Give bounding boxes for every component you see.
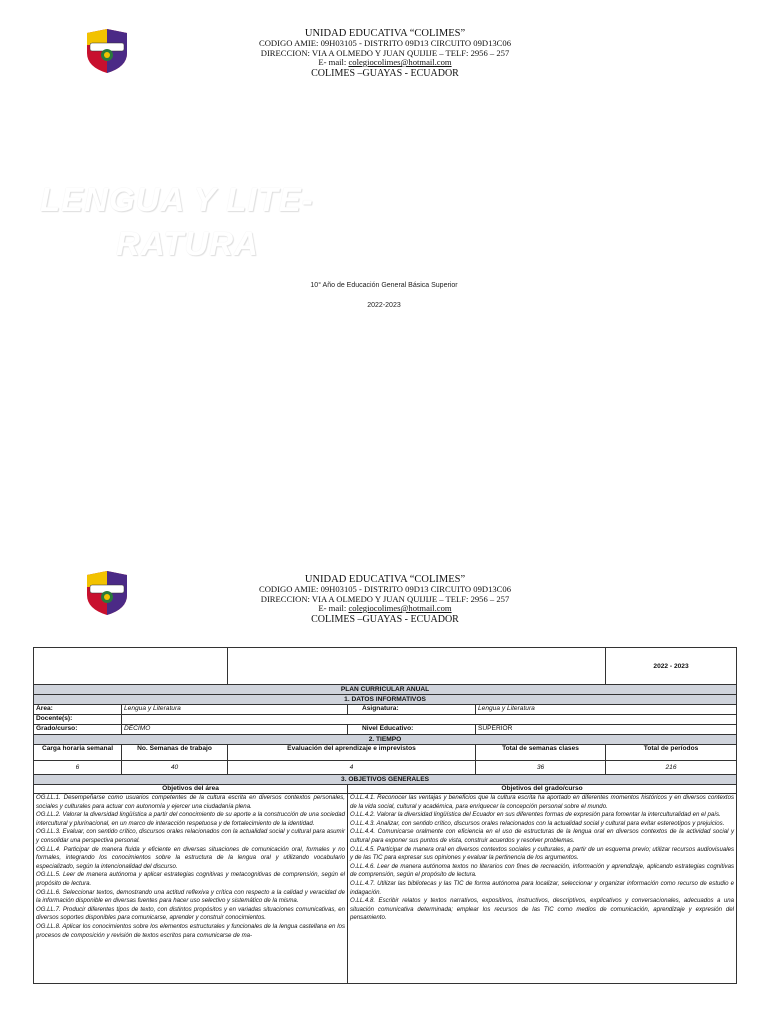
email-label: E- mail: bbox=[318, 57, 347, 67]
obj-grade-list bbox=[348, 794, 737, 984]
obj-area-item: OG.LL.6. Seleccionar textos, demostrando una actitud reflexiva y crítica con respecto a la calidad y veracidad de la información disponible en diversas fuentes para hacer uso selectivo y sistemático de la misma. bbox=[36, 888, 345, 905]
institution-location: COLIMES –GUAYAS - ECUADOR bbox=[311, 613, 459, 625]
area-value: Lengua y Literatura bbox=[122, 705, 348, 715]
obj-grade-item: O.LL.4.5. Participar de manera oral en diversos contextos sociales y culturales, a partir de un esquema previo; utilizar recursos audiovisuales y de las TIC para expresar sus opiniones y evaluar la pertinencia de los argumentos. bbox=[350, 845, 735, 862]
obj-area-item: OG.LL.4. Participar de manera fluida y eficiente en diversas situaciones de comunicación oral, formales y no formales, integrando los conocimientos sobre la estructura de la lengua oral y utilizando vocabulario especializado, según la intencionalidad del discurso. bbox=[36, 845, 345, 870]
obj-grade-item: O.LL.4.4. Comunicarse oralmente con eficiencia en el uso de estructuras de la lengua oral en diversos contextos de la actividad social y cultural para exponer sus puntos de vista, construir acuerdos y resolver problemas. bbox=[350, 828, 735, 844]
teacher-value bbox=[122, 715, 737, 725]
school-crest-icon bbox=[84, 569, 130, 617]
cover-title-line1: LENGUA Y LITE- bbox=[40, 181, 314, 218]
subject-value: Lengua y Literatura bbox=[476, 705, 737, 715]
obj-area-item: OG.LL.8. Aplicar los conocimientos sobre los elementos estructurales y funcionales de la lengua castellana en los procesos de composición y revisión de textos escritos para comunicarse de ma- bbox=[36, 922, 345, 939]
school-crest-icon bbox=[84, 27, 130, 75]
institution-name: UNIDAD EDUCATIVA “COLIMES” bbox=[304, 574, 466, 585]
section-objetivos: 3. OBJETIVOS GENERALES bbox=[34, 775, 737, 785]
time-header-4: Total de períodos bbox=[606, 745, 737, 761]
plan-year: 2022 - 2023 bbox=[606, 648, 737, 685]
email-link[interactable]: colegiocolimes@hotmail.com bbox=[348, 57, 452, 67]
grade-label: Grado/curso: bbox=[34, 725, 122, 735]
obj-grade-item: O.LL.4.8. Escribir relatos y textos narrativos, expositivos, instructivos, descriptivos, explicativos y conversacionales, adecuados a una situación comunicativa determinada; emplear los recursos de las TIC como medios de comunicación, aprendizaje y expresión del pensamiento. bbox=[350, 897, 735, 922]
section-tiempo: 2. TIEMPO bbox=[34, 735, 737, 745]
annual-plan-table bbox=[33, 647, 737, 984]
time-header-0: Carga horaria semanal bbox=[34, 745, 122, 761]
time-header-1: No. Semanas de trabajo bbox=[122, 745, 228, 761]
teacher-label: Docente(s): bbox=[34, 715, 122, 725]
subject-label: Asignatura: bbox=[348, 705, 476, 715]
institution-location: COLIMES –GUAYAS - ECUADOR bbox=[311, 67, 459, 79]
time-header-3: Total de semanas clases bbox=[476, 745, 606, 761]
email-label: E- mail: bbox=[318, 603, 347, 613]
cover-title bbox=[40, 178, 360, 266]
obj-grade-item: O.LL.4.1. Reconocer las ventajas y beneficios que la cultura escrita ha aportado en diferentes momentos históricos y en diversos contextos de la vida social, cultural y académica, para enriquecer la concepción personal sobre el mundo. bbox=[350, 794, 735, 810]
obj-grade-item: O.LL.4.6. Leer de manera autónoma textos no literarios con fines de recreación, información y aprendizaje, aplicando estrategias cognitivas de comprensión, según el propósito de lectura. bbox=[350, 862, 735, 879]
section-datos: 1. DATOS INFORMATIVOS bbox=[34, 695, 737, 705]
time-value-4: 216 bbox=[606, 761, 737, 775]
plan-title: PLAN CURRICULAR ANUAL bbox=[34, 685, 737, 695]
obj-area-list bbox=[34, 794, 348, 984]
plan-title-row bbox=[34, 648, 737, 685]
grade-value: DÉCIMO bbox=[122, 725, 348, 735]
institution-address: DIRECCION: VIA A OLMEDO Y JUAN QUIJIJE – TELF: 2956 – 257 bbox=[260, 593, 510, 604]
logo-cell bbox=[34, 648, 228, 685]
obj-area-item: OG.LL.5. Leer de manera autónoma y aplicar estrategias cognitivas y metacognitivas de comprensión, según el propósito de lectura. bbox=[36, 871, 345, 887]
obj-area-item: OG.LL.3. Evaluar, con sentido crítico, discursos orales relacionados con la actualidad social y cultural para asumir y consolidar una perspectiva personal. bbox=[36, 828, 345, 844]
obj-grade-item: O.LL.4.2. Valorar la diversidad lingüística del Ecuador en sus diferentes formas de expresión para fomentar la interculturalidad en el país. bbox=[350, 811, 721, 819]
institution-email-line bbox=[200, 58, 570, 68]
time-value-3: 36 bbox=[476, 761, 606, 775]
title-cell bbox=[228, 648, 606, 685]
level-label: Nivel Educativo: bbox=[348, 725, 476, 735]
institution-address: DIRECCION: VIA A OLMEDO Y JUAN QUIJIJE – TELF: 2956 – 257 bbox=[260, 47, 510, 58]
obj-area-item: OG.LL.1. Desempeñarse como usuarios competentes de la cultura escrita en diversos contextos personales, sociales y culturales para actuar con autonomía y ejercer una ciudadanía plena. bbox=[36, 794, 345, 810]
time-header-2: Evaluación del aprendizaje e imprevistos bbox=[228, 745, 476, 761]
level-value: SUPERIOR bbox=[476, 725, 737, 735]
obj-grade-header: Objetivos del grado/curso bbox=[348, 785, 737, 794]
obj-grade-item: O.LL.4.7. Utilizar las bibliotecas y las TIC de forma autónoma para localizar, seleccionar y organizar información como recurso de estudio e indagación. bbox=[350, 879, 735, 896]
obj-area-item: OG.LL.2. Valorar la diversidad lingüística a partir del conocimiento de su aporte a la construcción de una sociedad intercultural y plurinacional, en un marco de interacción respetuosa y de fortalecimiento de la identidad. bbox=[36, 811, 345, 827]
area-label: Área: bbox=[34, 705, 122, 715]
institution-email-line bbox=[200, 604, 570, 614]
cover-title-line2: RATURA bbox=[116, 225, 259, 262]
email-link[interactable]: colegiocolimes@hotmail.com bbox=[348, 603, 452, 613]
institution-codes: CODIGO AMIE: 09H03105 - DISTRITO 09D13 CIRCUITO 09D13C06 bbox=[258, 584, 511, 594]
cover-grade: 10° Año de Educación General Básica Superior bbox=[310, 282, 458, 289]
obj-grade-item: O.LL.4.3. Analizar, con sentido crítico, discursos orales relacionados con la actualidad social y cultural para evitar estereotipos y prejuicios. bbox=[350, 819, 725, 827]
time-value-2: 4 bbox=[228, 761, 476, 775]
time-value-0: 6 bbox=[34, 761, 122, 775]
cover-year: 2022-2023 bbox=[367, 302, 401, 309]
obj-area-item: OG.LL.7. Producir diferentes tipos de texto, con distintos propósitos y en variadas situaciones comunicativas, en diversos soportes disponibles para comunicarse, aprender y construir conocimientos. bbox=[36, 905, 345, 922]
institution-name: UNIDAD EDUCATIVA “COLIMES” bbox=[304, 28, 466, 39]
institution-codes: CODIGO AMIE: 09H03105 - DISTRITO 09D13 CIRCUITO 09D13C06 bbox=[258, 38, 511, 48]
obj-area-header: Objetivos del área bbox=[34, 785, 348, 794]
time-value-1: 40 bbox=[122, 761, 228, 775]
